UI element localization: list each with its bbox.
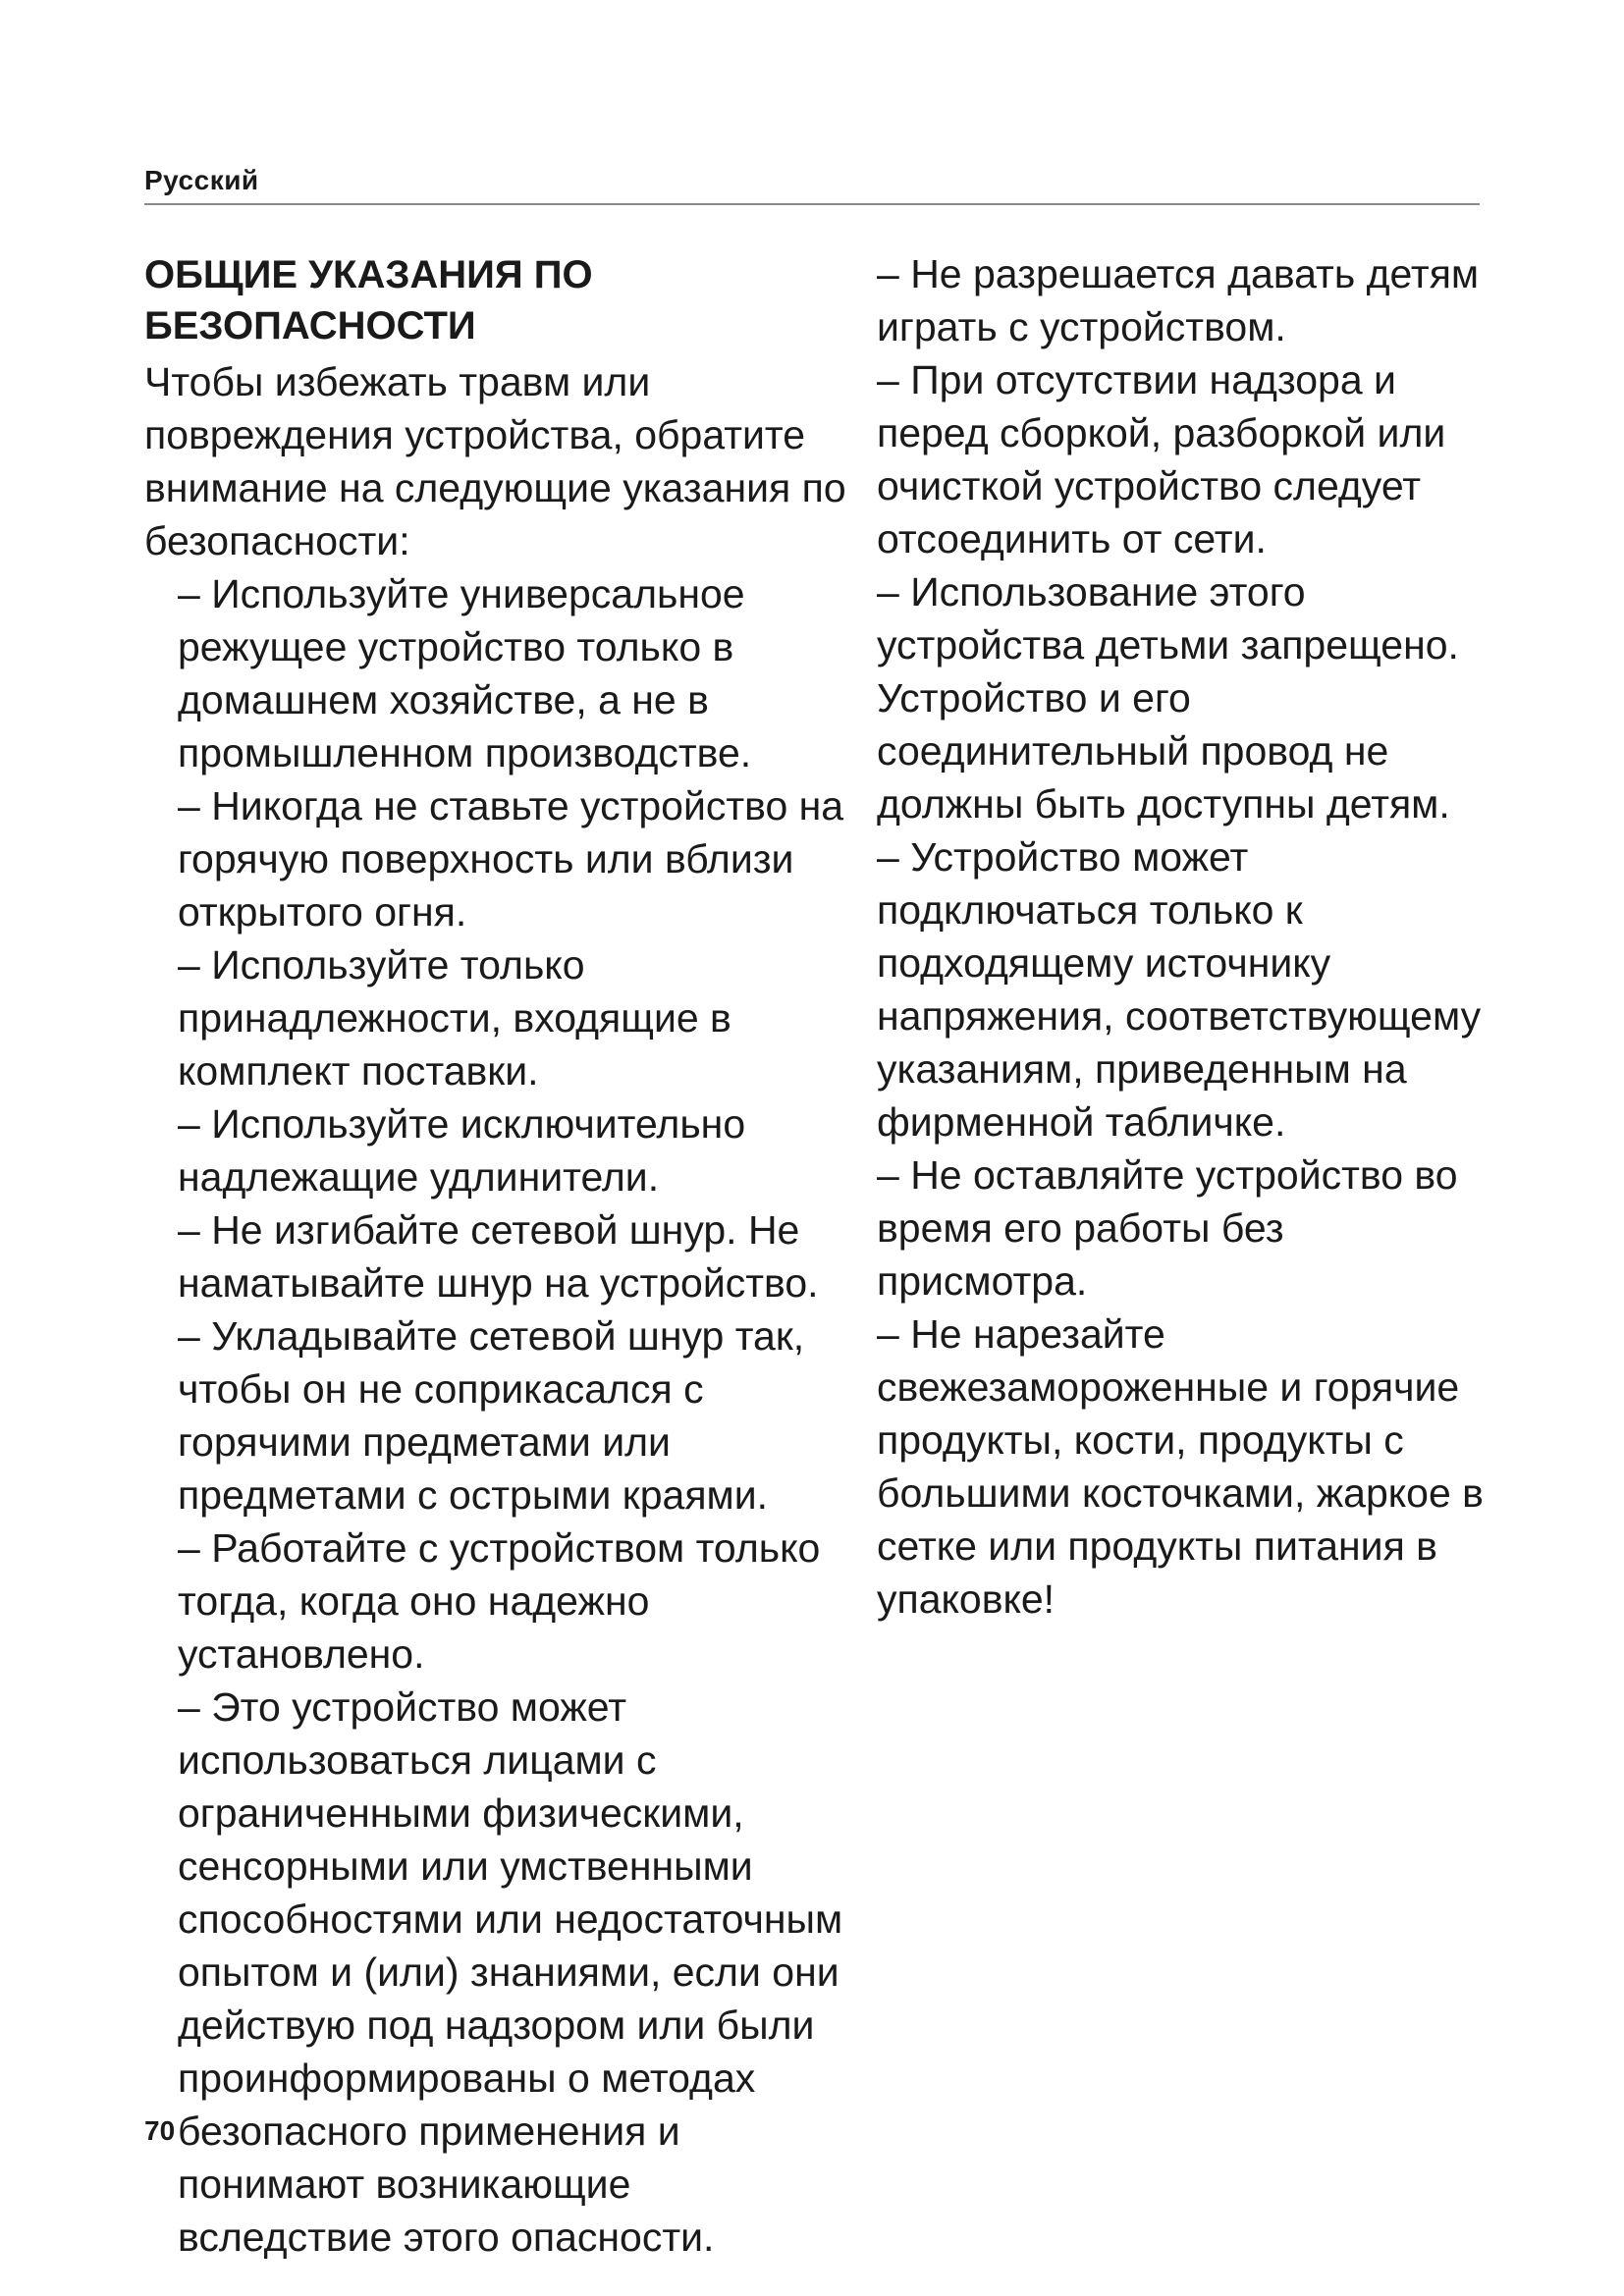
safety-item: – Не разрешается давать детям играть с устройством. bbox=[877, 251, 1480, 349]
safety-item: – Не нарезайте свежезамороженные и горячие продукты, кости, продукты с большими косточками, жаркое в сетке или продукты питания в упаковке! bbox=[877, 1311, 1484, 1622]
page-number: 70 bbox=[144, 2115, 176, 2146]
safety-item: – Укладывайте сетевой шнур так, чтобы он не соприкасался с горячими предметами или предметами с острыми краями. bbox=[178, 1313, 805, 1518]
safety-item: – При отсутствии надзора и перед сборкой, разборкой или очисткой устройство следует отсоединить от сети. bbox=[877, 357, 1446, 561]
safety-item: – Используйте универсальное режущее устройство только в домашнем хозяйстве, а не в промышленном производстве. bbox=[178, 571, 752, 775]
safety-item: – Не оставляйте устройство во время его работы без присмотра. bbox=[877, 1152, 1458, 1304]
safety-item: – Используйте исключительно надлежащие удлинители. bbox=[178, 1101, 746, 1200]
safety-item: – Использование этого устройства детьми запрещено. Устройство и его соединительный провод не должны быть доступны детям. bbox=[877, 569, 1459, 827]
right-column bbox=[877, 247, 1505, 1626]
left-column bbox=[144, 249, 851, 2264]
safety-item: – Не изгибайте сетевой шнур. Не наматывайте шнур на устройство. bbox=[178, 1207, 819, 1306]
safety-item: – Это устройство может использоваться лицами с ограниченными физическими, сенсорными или умственными способностями или недостаточным опытом и (или) знаниями, если они действую под надзором или были проинформированы о методах безопасного применения и понимают возникающие вследствие этого опасности. bbox=[178, 1684, 843, 2260]
language-label: Русский bbox=[144, 165, 259, 195]
safety-item: – Используйте только принадлежности, входящие в комплект поставки. bbox=[178, 942, 731, 1094]
safety-item: – Устройство может подключаться только к подходящему источнику напряжения, соответствующему указаниям, приведенным на фирменной табличке. bbox=[877, 834, 1482, 1145]
intro-paragraph: Чтобы избежать травм или повреждения устройства, обратите внимание на следующие указания по безопасности: bbox=[144, 359, 846, 563]
safety-item: – Никогда не ставьте устройство на горячую поверхность или вблизи открытого огня. bbox=[178, 783, 844, 934]
safety-item: – Работайте с устройством только тогда, когда оно надежно установлено. bbox=[178, 1525, 821, 1677]
section-title: ОБЩИЕ УКАЗАНИЯ ПО БЕЗОПАСНОСТИ bbox=[144, 253, 593, 347]
header-divider bbox=[144, 203, 1480, 205]
safety-list-right bbox=[877, 247, 1505, 1626]
safety-list-left bbox=[144, 567, 851, 2264]
